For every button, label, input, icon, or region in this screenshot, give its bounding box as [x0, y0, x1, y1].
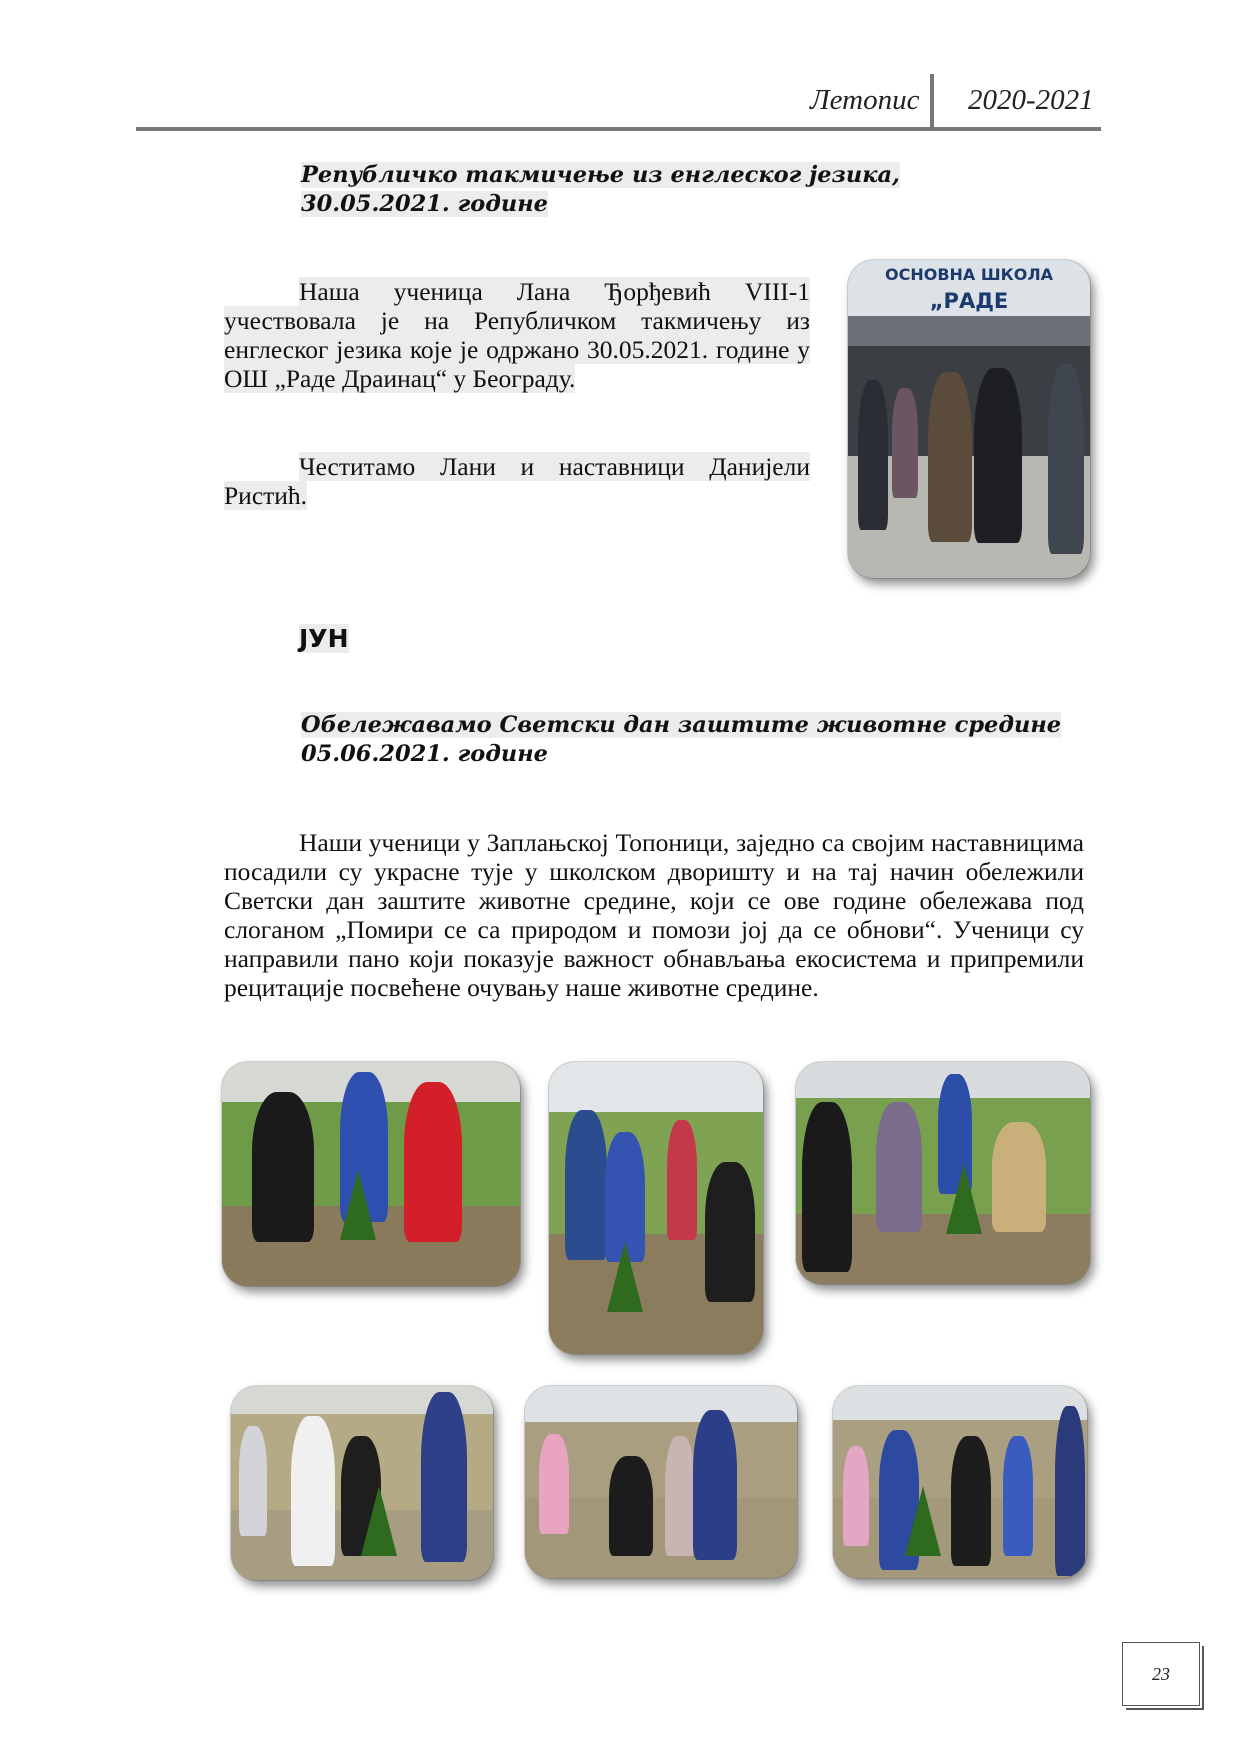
- article2-heading-line2: 05.06.2021. године: [301, 741, 548, 767]
- article1-heading: [301, 161, 900, 219]
- school-sign-line2: „РАДЕ: [929, 289, 1009, 313]
- photo-tree-planting-6: [833, 1386, 1087, 1578]
- article2-heading-line1: Обележавамо Светски дан заштите животне средине: [301, 712, 1062, 738]
- header-divider: [930, 74, 934, 130]
- page-number: 23: [1122, 1642, 1200, 1706]
- running-header-year: 2020-2021: [968, 84, 1094, 116]
- section-title: [299, 622, 349, 656]
- article1-paragraph2: [224, 452, 810, 510]
- photo-tree-planting-5: [525, 1386, 797, 1578]
- photo-tree-planting-2: [549, 1062, 763, 1354]
- article1-paragraph1: [224, 277, 810, 393]
- running-header-title: Летопис: [810, 84, 920, 116]
- article1-heading-line1: Републичко такмичење из енглеског језика,: [301, 162, 900, 188]
- photo-tree-planting-4: [231, 1386, 493, 1580]
- photo-tree-planting-1: [222, 1062, 520, 1286]
- article1-heading-line2: 30.05.2021. године: [301, 191, 548, 217]
- article1-paragraph1-text: Наша ученица Лана Ђорђевић VIII-1 учествовала је на Републичком такмичењу из енглеског језика које је одржано 30.05.2021. године у ОШ „Раде Драинац“ у Београду.: [224, 277, 810, 393]
- section-title-text: ЈУН: [299, 624, 349, 653]
- article2-heading: [301, 711, 1061, 769]
- header-rule: [136, 127, 1101, 131]
- photo-tree-planting-3: [796, 1062, 1090, 1284]
- article1-paragraph2-text: Честитамо Лани и наставници Данијели Ристић.: [224, 452, 810, 510]
- article2-paragraph-text: Наши ученици у Заплањској Топоници, заједно са својим наставницима посадили су украсне тује у школском дворишту и на тај начин обележили Светски дан заштите животне средине, који се ове године обележава под слоганом „Помири се са природом и помози јој да се обнови“. Ученици су направили пано који показује важност обнављања екосистема и припремили рецитације посвећене очувању наше животне средине.: [224, 828, 1084, 1002]
- article2-paragraph: [224, 828, 1084, 1002]
- school-sign-line1: ОСНОВНА ШКОЛА: [885, 265, 1053, 284]
- photo-school-entrance: [848, 260, 1090, 578]
